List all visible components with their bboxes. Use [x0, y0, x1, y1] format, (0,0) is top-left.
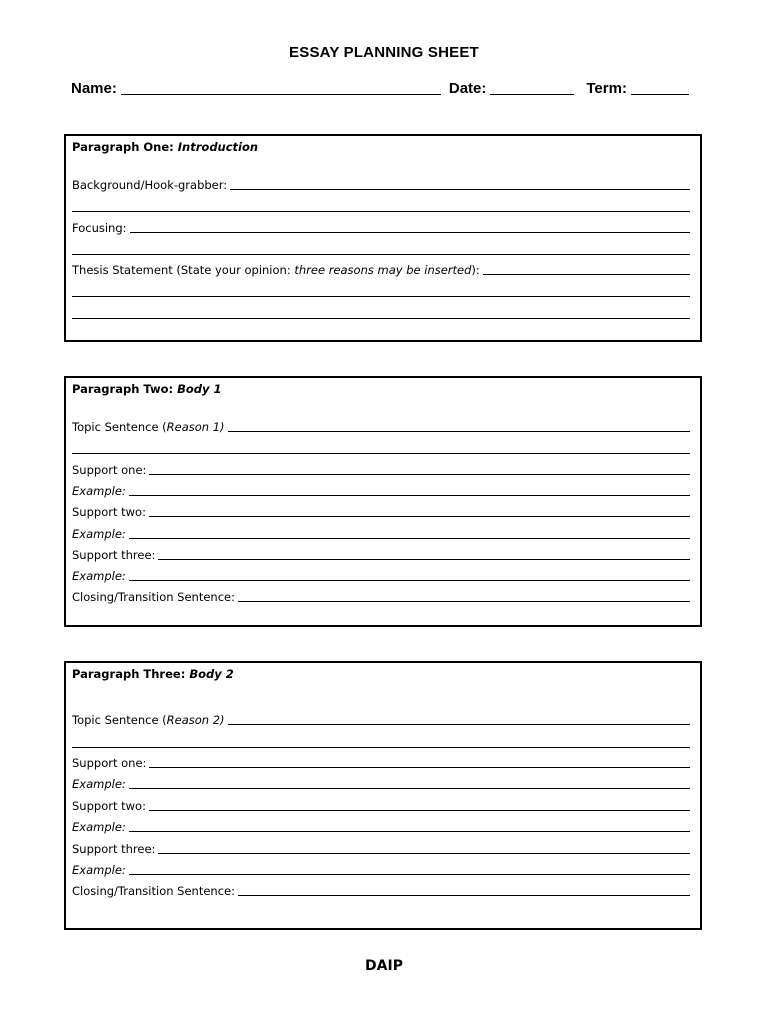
support-one-field[interactable]: [149, 473, 690, 475]
thesis-field[interactable]: [483, 273, 690, 275]
support-two-field[interactable]: [149, 515, 690, 517]
background-hook-field[interactable]: [230, 188, 690, 190]
example-field[interactable]: [129, 830, 690, 832]
thesis-line[interactable]: [72, 263, 690, 277]
support-two-label: Support two:: [72, 505, 146, 519]
support-two-line[interactable]: [72, 799, 690, 813]
focusing-field[interactable]: [130, 231, 690, 233]
support-one-label: Support one:: [72, 463, 147, 477]
thesis-label: Thesis Statement (State your opinion: three reasons may be inserted):: [72, 263, 480, 277]
support-three-label: Support three:: [72, 842, 156, 856]
writing-line[interactable]: [72, 747, 690, 748]
topic-sentence-label: Topic Sentence (Reason 2): [72, 713, 225, 727]
support-two-line[interactable]: [72, 505, 690, 519]
example-field[interactable]: [129, 579, 690, 581]
paragraph-two-heading: Paragraph Two: Body 1: [72, 382, 222, 396]
example-field[interactable]: [129, 787, 690, 789]
example-label: Example:: [72, 777, 126, 791]
term-field[interactable]: [631, 80, 689, 95]
name-label: Name:: [71, 80, 117, 97]
topic-sentence-field[interactable]: [228, 723, 690, 725]
term-label: Term:: [586, 80, 627, 97]
support-one-label: Support one:: [72, 756, 147, 770]
support-one-line[interactable]: [72, 463, 690, 477]
footer-label: DAIP: [365, 958, 403, 974]
focusing-line[interactable]: [72, 221, 690, 235]
closing-sentence-field[interactable]: [238, 600, 690, 602]
background-hook-label: Background/Hook-grabber:: [72, 178, 228, 192]
background-hook-line[interactable]: [72, 178, 690, 192]
paragraph-one-heading: Paragraph One: Introduction: [72, 140, 259, 154]
support-two-label: Support two:: [72, 799, 146, 813]
example-label: Example:: [72, 820, 126, 834]
topic-sentence-field[interactable]: [228, 430, 690, 432]
focusing-label: Focusing:: [72, 221, 127, 235]
writing-line[interactable]: [72, 296, 690, 297]
example-label: Example:: [72, 863, 126, 877]
writing-line[interactable]: [72, 254, 690, 255]
example-line[interactable]: [72, 527, 690, 541]
support-two-field[interactable]: [149, 809, 690, 811]
date-field[interactable]: [490, 80, 574, 95]
support-three-field[interactable]: [158, 852, 690, 854]
support-one-field[interactable]: [149, 766, 690, 768]
example-line[interactable]: [72, 569, 690, 583]
example-label: Example:: [72, 484, 126, 498]
closing-sentence-field[interactable]: [238, 894, 690, 896]
paragraph-one-box: [64, 134, 702, 342]
header-fields: [71, 80, 701, 97]
example-label: Example:: [72, 527, 126, 541]
support-three-line[interactable]: [72, 548, 690, 562]
writing-line[interactable]: [72, 211, 690, 212]
date-label: Date:: [448, 80, 487, 97]
support-three-field[interactable]: [158, 558, 690, 560]
example-field[interactable]: [129, 537, 690, 539]
support-three-label: Support three:: [72, 548, 156, 562]
paragraph-three-heading: Paragraph Three: Body 2: [72, 667, 234, 681]
example-line[interactable]: [72, 863, 690, 877]
closing-sentence-line[interactable]: [72, 590, 690, 604]
closing-sentence-label: Closing/Transition Sentence:: [72, 884, 235, 898]
support-one-line[interactable]: [72, 756, 690, 770]
support-three-line[interactable]: [72, 842, 690, 856]
writing-line[interactable]: [72, 318, 690, 319]
example-line[interactable]: [72, 820, 690, 834]
page-title: ESSAY PLANNING SHEET: [289, 44, 479, 61]
closing-sentence-label: Closing/Transition Sentence:: [72, 590, 235, 604]
example-line[interactable]: [72, 484, 690, 498]
example-label: Example:: [72, 569, 126, 583]
topic-sentence-line[interactable]: [72, 713, 690, 727]
topic-sentence-label: Topic Sentence (Reason 1): [72, 420, 225, 434]
closing-sentence-line[interactable]: [72, 884, 690, 898]
writing-line[interactable]: [72, 453, 690, 454]
name-field[interactable]: [121, 80, 441, 95]
paragraph-two-box: [64, 376, 702, 627]
example-field[interactable]: [129, 873, 690, 875]
topic-sentence-line[interactable]: [72, 420, 690, 434]
paragraph-three-box: [64, 661, 702, 930]
example-field[interactable]: [129, 494, 690, 496]
example-line[interactable]: [72, 777, 690, 791]
